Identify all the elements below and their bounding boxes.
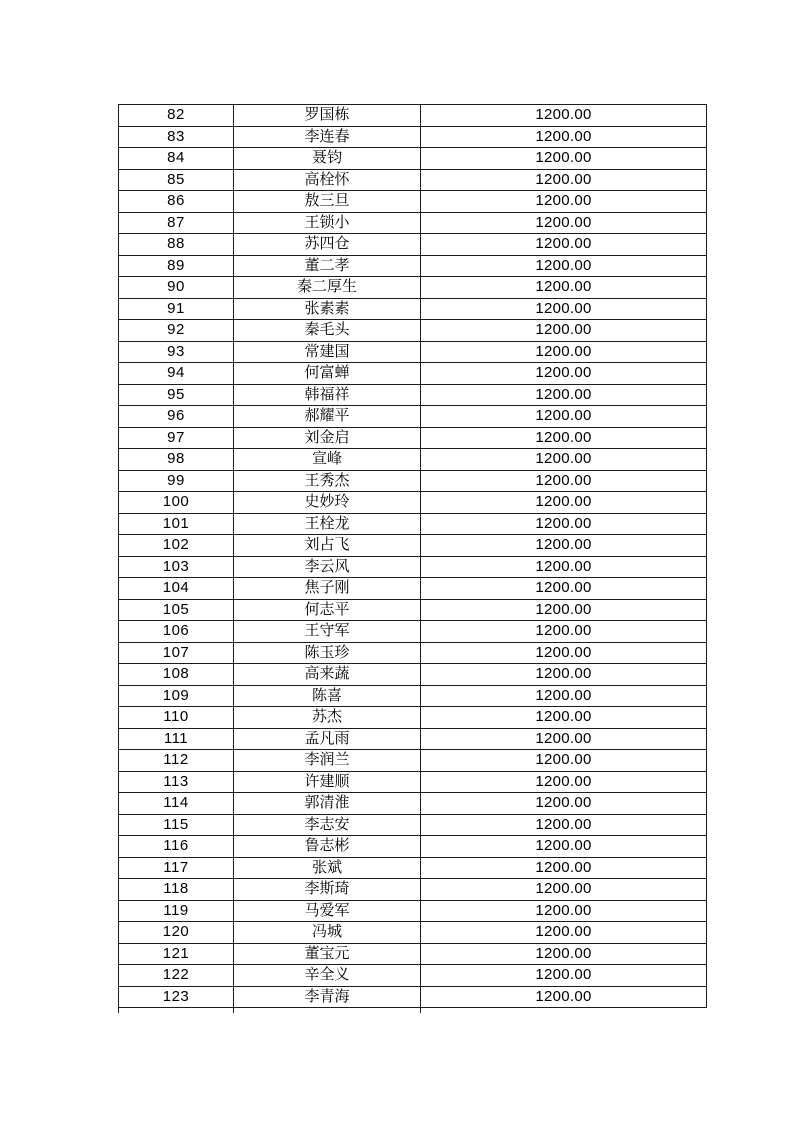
name-cell: 陈玉珍 [234,642,421,664]
row-number-cell: 116 [119,836,234,858]
table-row [119,191,707,213]
name-cell: 郭清淮 [234,793,421,815]
table-row [119,363,707,385]
name-cell: 李润兰 [234,750,421,772]
table-row [119,234,707,256]
amount-cell: 1200.00 [421,900,707,922]
amount-cell: 1200.00 [421,277,707,299]
name-cell: 何志平 [234,599,421,621]
name-cell: 陈喜 [234,685,421,707]
table-left-border-stub [118,1007,119,1013]
amount-cell: 1200.00 [421,449,707,471]
amount-cell: 1200.00 [421,836,707,858]
name-cell: 秦毛头 [234,320,421,342]
table-row [119,470,707,492]
amount-cell: 1200.00 [421,427,707,449]
name-cell: 孟凡雨 [234,728,421,750]
name-cell: 刘占飞 [234,535,421,557]
row-number-cell: 103 [119,556,234,578]
row-number-cell: 123 [119,986,234,1008]
row-number-cell: 82 [119,105,234,127]
row-number-cell: 111 [119,728,234,750]
row-number-cell: 100 [119,492,234,514]
table-row [119,922,707,944]
amount-cell: 1200.00 [421,664,707,686]
table-divider1-stub [233,1007,234,1013]
row-number-cell: 91 [119,298,234,320]
name-cell: 苏杰 [234,707,421,729]
row-number-cell: 109 [119,685,234,707]
table-row [119,148,707,170]
amount-cell: 1200.00 [421,169,707,191]
row-number-cell: 121 [119,943,234,965]
row-number-cell: 92 [119,320,234,342]
name-cell: 敖三旦 [234,191,421,213]
name-cell: 鲁志彬 [234,836,421,858]
name-cell: 韩福祥 [234,384,421,406]
row-number-cell: 102 [119,535,234,557]
amount-cell: 1200.00 [421,191,707,213]
amount-cell: 1200.00 [421,406,707,428]
amount-cell: 1200.00 [421,212,707,234]
amount-cell: 1200.00 [421,943,707,965]
name-cell: 王秀杰 [234,470,421,492]
table-row [119,427,707,449]
amount-cell: 1200.00 [421,857,707,879]
table-row [119,212,707,234]
name-cell: 苏四仓 [234,234,421,256]
table-row [119,320,707,342]
amount-cell: 1200.00 [421,621,707,643]
name-cell: 许建顺 [234,771,421,793]
row-number-cell: 98 [119,449,234,471]
name-cell: 高来蔬 [234,664,421,686]
table-row [119,535,707,557]
amount-cell: 1200.00 [421,965,707,987]
row-number-cell: 117 [119,857,234,879]
table-row [119,879,707,901]
name-cell: 焦子刚 [234,578,421,600]
name-cell: 董二孝 [234,255,421,277]
table-row [119,341,707,363]
row-number-cell: 115 [119,814,234,836]
row-number-cell: 87 [119,212,234,234]
name-cell: 郝耀平 [234,406,421,428]
table-row [119,298,707,320]
row-number-cell: 86 [119,191,234,213]
name-cell: 刘金启 [234,427,421,449]
row-number-cell: 118 [119,879,234,901]
amount-cell: 1200.00 [421,707,707,729]
name-cell: 史妙玲 [234,492,421,514]
name-cell: 常建国 [234,341,421,363]
name-cell: 李志安 [234,814,421,836]
amount-cell: 1200.00 [421,793,707,815]
table-row [119,707,707,729]
name-cell: 张斌 [234,857,421,879]
amount-cell: 1200.00 [421,771,707,793]
row-number-cell: 85 [119,169,234,191]
table-row [119,578,707,600]
name-cell: 何富蝉 [234,363,421,385]
row-number-cell: 112 [119,750,234,772]
name-cell: 李斯琦 [234,879,421,901]
amount-cell: 1200.00 [421,470,707,492]
amount-cell: 1200.00 [421,599,707,621]
name-cell: 李云风 [234,556,421,578]
name-cell: 马爱军 [234,900,421,922]
amount-cell: 1200.00 [421,535,707,557]
table-row [119,105,707,127]
amount-cell: 1200.00 [421,922,707,944]
name-cell: 李连春 [234,126,421,148]
row-number-cell: 120 [119,922,234,944]
amount-cell: 1200.00 [421,255,707,277]
table-row [119,900,707,922]
name-cell: 李青海 [234,986,421,1008]
amount-cell: 1200.00 [421,556,707,578]
name-cell: 董宝元 [234,943,421,965]
name-cell: 高栓怀 [234,169,421,191]
amount-cell: 1200.00 [421,105,707,127]
table-row [119,513,707,535]
table-row [119,492,707,514]
row-number-cell: 89 [119,255,234,277]
row-number-cell: 93 [119,341,234,363]
amount-cell: 1200.00 [421,814,707,836]
table-row [119,836,707,858]
row-number-cell: 96 [119,406,234,428]
amount-cell: 1200.00 [421,363,707,385]
row-number-cell: 119 [119,900,234,922]
row-number-cell: 95 [119,384,234,406]
amount-cell: 1200.00 [421,234,707,256]
row-number-cell: 99 [119,470,234,492]
table-row [119,599,707,621]
table-row [119,943,707,965]
amount-cell: 1200.00 [421,384,707,406]
amount-cell: 1200.00 [421,578,707,600]
table-row [119,449,707,471]
row-number-cell: 83 [119,126,234,148]
name-cell: 聂钧 [234,148,421,170]
row-number-cell: 107 [119,642,234,664]
row-number-cell: 90 [119,277,234,299]
amount-cell: 1200.00 [421,126,707,148]
row-number-cell: 110 [119,707,234,729]
row-number-cell: 84 [119,148,234,170]
table-row [119,621,707,643]
table-row [119,169,707,191]
name-cell: 王锁小 [234,212,421,234]
table-row [119,126,707,148]
table-row [119,965,707,987]
name-cell: 罗国栋 [234,105,421,127]
row-number-cell: 106 [119,621,234,643]
table-row [119,642,707,664]
table-row [119,664,707,686]
row-number-cell: 105 [119,599,234,621]
table-row [119,406,707,428]
amount-cell: 1200.00 [421,148,707,170]
table-row [119,986,707,1008]
row-number-cell: 88 [119,234,234,256]
table-row [119,277,707,299]
name-cell: 张素素 [234,298,421,320]
row-number-cell: 114 [119,793,234,815]
amount-cell: 1200.00 [421,685,707,707]
amount-cell: 1200.00 [421,513,707,535]
name-cell: 冯城 [234,922,421,944]
table-row [119,857,707,879]
row-number-cell: 113 [119,771,234,793]
table-row [119,556,707,578]
amount-cell: 1200.00 [421,320,707,342]
amount-cell: 1200.00 [421,298,707,320]
name-cell: 秦二厚生 [234,277,421,299]
amount-cell: 1200.00 [421,750,707,772]
payment-roster-table [118,104,707,1008]
table-row [119,814,707,836]
amount-cell: 1200.00 [421,642,707,664]
amount-cell: 1200.00 [421,728,707,750]
table-body [119,105,707,1008]
table-row [119,793,707,815]
row-number-cell: 122 [119,965,234,987]
table-row [119,750,707,772]
amount-cell: 1200.00 [421,986,707,1008]
name-cell: 辛全义 [234,965,421,987]
amount-cell: 1200.00 [421,341,707,363]
row-number-cell: 101 [119,513,234,535]
table-row [119,728,707,750]
amount-cell: 1200.00 [421,492,707,514]
row-number-cell: 94 [119,363,234,385]
table-row [119,771,707,793]
table-divider2-stub [420,1007,421,1013]
table-row [119,255,707,277]
table-row [119,384,707,406]
row-number-cell: 108 [119,664,234,686]
amount-cell: 1200.00 [421,879,707,901]
name-cell: 王栓龙 [234,513,421,535]
row-number-cell: 104 [119,578,234,600]
name-cell: 王守军 [234,621,421,643]
table-row [119,685,707,707]
name-cell: 宣峰 [234,449,421,471]
row-number-cell: 97 [119,427,234,449]
